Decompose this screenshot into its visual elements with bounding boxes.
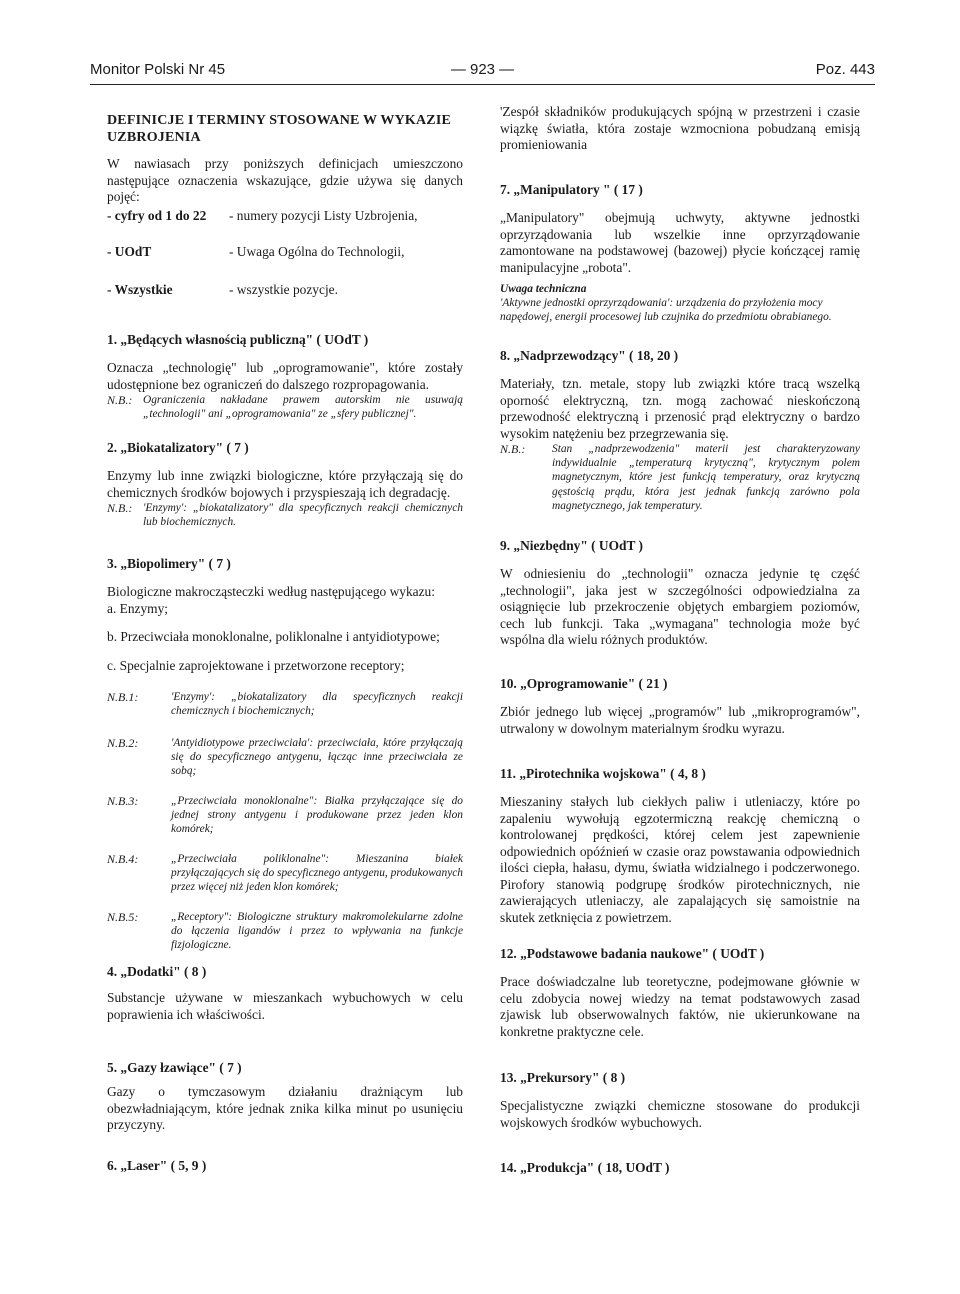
section-body: Enzymy lub inne związki biologiczne, które przyłączają się do chemicznych środków bojowych i przyspieszają ich degradację.	[107, 468, 463, 500]
nota-bene: N.B.5: „Receptory": Biologiczne struktury makromolekularne zdolne do łączenia ligandów i przez to wpływania na funkcje fizjologiczne.	[107, 910, 463, 952]
section-body: Gazy o tymczasowym działaniu drażniącym lub obezwładniającym, które jednak znika kilka minut po usunięciu przyczyny.	[107, 1084, 463, 1132]
section-7	[500, 182, 860, 324]
section-1	[107, 332, 463, 421]
section-heading: 6. „Laser" ( 5, 9 )	[107, 1158, 207, 1173]
nota-bene: N.B.: Stan „nadprzewodzenia" materii jest charakteryzowany indywidualnie „temperaturą krytyczną", krytycznym polem magnetycznym, które jest funkcją temperatury, oraz krytyczną gęstością prądu, która jest jednak funkcją zarówno pola magnetycznego, jak temperatury.	[500, 442, 860, 512]
technical-note: 'Aktywne jednostki oprzyrządowania': urządzenia do przyłożenia mocy napędowej, energii procesowej lub czujnika do przedmiotu obrabianego.	[500, 297, 832, 323]
list-item: c. Specjalnie zaprojektowane i przetworzone receptory;	[107, 657, 405, 673]
legend-definitions: - cyfry od 1 do 22 - numery pozycji Listy Uzbrojenia, - UOdT - Uwaga Ogólna do Technologii, - Wszystkie - wszystkie pozycje.	[107, 208, 418, 297]
section-4	[107, 964, 463, 1023]
section-heading: 5. „Gazy łzawiące" ( 7 )	[107, 1060, 242, 1075]
page-header	[90, 61, 875, 85]
continued-text: 'Zespół składników produkujących spójną w przestrzeni i czasie wiązkę światła, która zostaje wzmocniona pobudzaną emisją promieniowania	[500, 104, 860, 152]
page-number: — 923 —	[450, 61, 515, 78]
intro-paragraph: W nawiasach przy poniższych definicjach umieszczono następujące oznaczenia wskazujące, gdzie używa się danych pojęć:	[107, 156, 463, 204]
section-heading: 9. „Niezbędny" ( UOdT )	[500, 538, 643, 553]
nota-bene: N.B.1: 'Enzymy': „biokatalizatory dla specyficznych reakcji chemicznych i biochemicznych;	[107, 690, 463, 718]
nota-bene: N.B.3: „Przeciwciała monoklonalne": Białka przyłączające się do jednej strony antygenu i produkowane przez jeden klon komórek;	[107, 794, 463, 836]
section-body: „Manipulatory" obejmują uchwyty, aktywne jednostki oprzyrządowania lub wszelkie inne oprzyrządowanie zamontowane na podstawowej (bazowej) płycie kończącej ramię manipulacyjne „robota".	[500, 210, 860, 275]
section-heading: 2. „Biokatalizatory" ( 7 )	[107, 440, 249, 455]
section-heading: 1. „Będących własnością publiczną" ( UOdT )	[107, 332, 369, 347]
publication-name: Monitor Polski Nr 45	[90, 61, 226, 78]
section-body: Prace doświadczalne lub teoretyczne, podejmowane głównie w celu zdobycia nowej wiedzy na temat podstawowych zasad zjawisk lub obserwowalnych faktów, nie ukierunkowane na konkretne praktyczne cele.	[500, 974, 860, 1039]
section-body: Materiały, tzn. metale, stopy lub związki które tracą wszelką oporność elektryczną, tzn. mogą zachować nieskończoną przewodność elektryczną i przenosić prąd elektryczny o bardzo wysokim natężeniu bez przegrzewania się.	[500, 376, 860, 441]
section-heading: 11. „Pirotechnika wojskowa" ( 4, 8 )	[500, 766, 706, 781]
list-item: a. Enzymy;	[107, 600, 168, 616]
nota-bene-list	[107, 690, 463, 968]
section-body: Substancje używane w mieszankach wybuchowych w celu poprawienia ich właściwości.	[107, 990, 463, 1022]
section-body: Oznacza „technologię" lub „oprogramowanie", które zostały udostępnione bez ograniczeń do dalszego rozpropagowania.	[107, 360, 463, 392]
section-13	[500, 1070, 860, 1131]
section-body: Specjalistyczne związki chemiczne stosowane do produkcji wojskowych środków wybuchowych.	[500, 1098, 860, 1130]
section-2	[107, 440, 463, 529]
section-heading: 13. „Prekursory" ( 8 )	[500, 1070, 626, 1085]
section-3	[107, 556, 463, 674]
section-5	[107, 1060, 463, 1134]
section-12	[500, 946, 860, 1040]
section-heading: 8. „Nadprzewodzący" ( 18, 20 )	[500, 348, 679, 363]
section-heading: 4. „Dodatki" ( 8 )	[107, 964, 207, 979]
nota-bene: N.B.: 'Enzymy': „biokatalizatory" dla specyficznych reakcji chemicznych lub biochemicznych.	[107, 501, 463, 529]
section-body: Biologiczne makrocząsteczki według następującego wykazu:	[107, 584, 435, 599]
technical-note-title: Uwaga techniczna	[500, 283, 587, 295]
section-body: Mieszaniny stałych lub ciekłych paliw i utleniaczy, które po zapaleniu wywołują egzotermiczną reakcję chemiczną o kontrolowanej prędkości, której celem jest zapewnienie odpowiednich opóźnień w czasie oraz powstawania odpowiednich ilości ciepła, hałasu, dymu, światła widzialnego i podczerwonego. Pirofory stanowią podgrupę środków pirotechnicznych, nie zawierających utleniaczy, ale zapalających się samoistnie na skutek zetknięcia z powietrzem.	[500, 794, 860, 925]
document-title: DEFINICJE I TERMINY STOSOWANE W WYKAZIE UZBROJENIA	[107, 113, 452, 145]
section-body: Zbiór jednego lub więcej „programów" lub „mikroprogramów", utrwalony w dowolnym materialnym środku wyrazu.	[500, 704, 860, 736]
position-number: Poz. 443	[815, 61, 875, 78]
section-8	[500, 348, 860, 513]
section-body: W odniesieniu do „technologii" oznacza jedynie tę część „technologii", jaka jest w szczególności odpowiedzialna za osiągnięcie lub przekroczenie objętych embargiem poziomów, cech lub funkcji. Taka „wymagana" technologia może być wspólna dla wielu różnych produktów.	[500, 566, 860, 647]
nota-bene: N.B.: Ograniczenia nakładane prawem autorskim nie usuwają „technologii" ani „oprogramowania" ze „sfery publicznej".	[107, 393, 463, 421]
section-10	[500, 676, 860, 737]
list-item: b. Przeciwciała monoklonalne, poliklonalne i antyidiotypowe;	[107, 629, 440, 644]
section-heading: 3. „Biopolimery" ( 7 )	[107, 556, 231, 571]
section-11	[500, 766, 860, 926]
section-heading: 14. „Produkcja" ( 18, UOdT )	[500, 1160, 670, 1175]
section-heading: 12. „Podstawowe badania naukowe" ( UOdT )	[500, 946, 765, 961]
section-14	[500, 1160, 860, 1176]
section-6	[107, 1158, 463, 1174]
nota-bene: N.B.4: „Przeciwciała poliklonalne": Mieszanina białek przyłączających się do specyficznego antygenu, produkowanych przez więcej niż jeden klon komórek;	[107, 852, 463, 894]
header-rule	[90, 84, 875, 85]
section-heading: 10. „Oprogramowanie" ( 21 )	[500, 676, 668, 691]
section-9	[500, 538, 860, 649]
section-heading: 7. „Manipulatory " ( 17 )	[500, 182, 643, 197]
nota-bene: N.B.2: 'Antyidiotypowe przeciwciała': przeciwciała, które przyłączają się do specyficznego antygenu, łącząc inne przeciwciała ze sobą;	[107, 736, 463, 778]
